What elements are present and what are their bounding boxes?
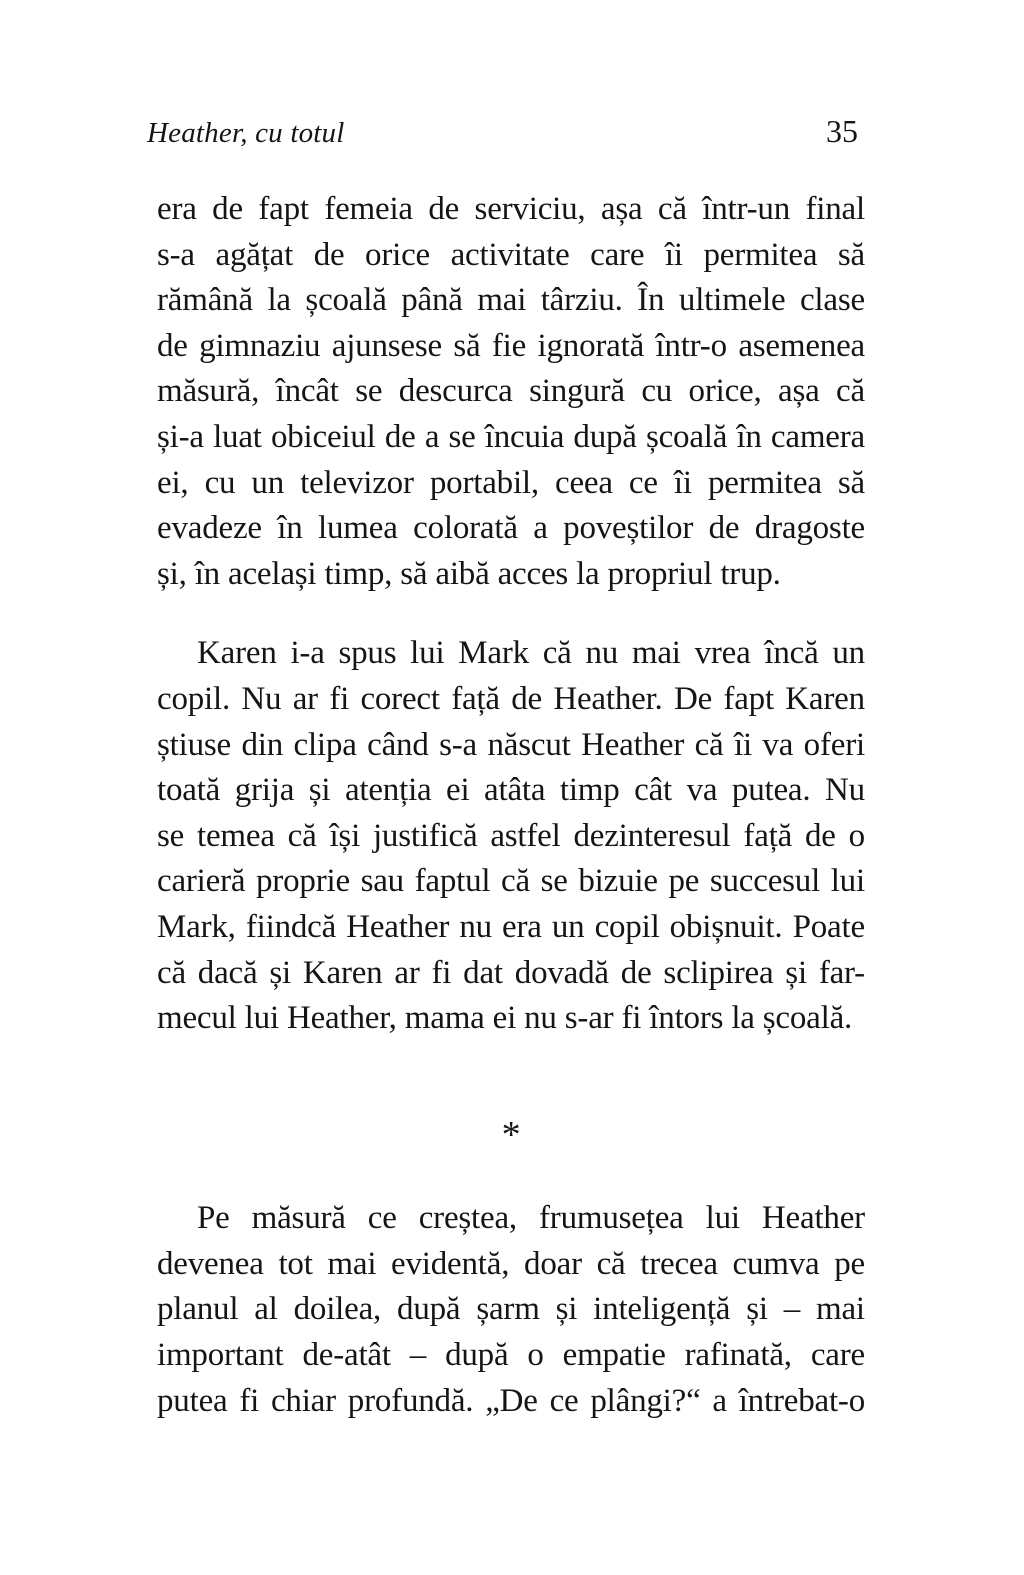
word: inteligență [593, 1291, 731, 1328]
word: la [267, 282, 291, 319]
word: pe [668, 863, 700, 900]
word: camera [770, 418, 865, 455]
word: de [157, 327, 188, 364]
word: mai [477, 282, 527, 319]
word: mai [327, 1245, 377, 1282]
word: cu [641, 373, 673, 410]
word: tot [278, 1245, 313, 1282]
word: de [804, 817, 836, 854]
text-line [157, 1287, 865, 1333]
word: s-a [439, 726, 478, 763]
word: că [596, 1245, 626, 1282]
text-line [157, 461, 865, 507]
word: serviciu, [474, 191, 586, 227]
word: atâta [484, 772, 546, 809]
word: se [540, 863, 568, 900]
word: important [157, 1337, 284, 1374]
word: profundă. [347, 1382, 474, 1419]
word: temea [196, 817, 275, 854]
paragraph [157, 187, 865, 597]
word: fiindcă [245, 908, 337, 945]
word: clipa [293, 726, 357, 763]
word: Nu [824, 772, 865, 809]
word: justifică [372, 817, 478, 854]
word: într-o [655, 327, 727, 364]
word: se [157, 817, 185, 854]
word: de [428, 191, 460, 227]
word: cu [204, 464, 236, 501]
word: gimnaziu [199, 327, 321, 364]
word: creștea, [418, 1200, 517, 1237]
text-line [157, 814, 865, 860]
word: să [837, 236, 865, 273]
word: că [836, 373, 865, 410]
word: născut [487, 726, 571, 763]
word: Mark [458, 635, 529, 672]
word: va [686, 772, 718, 809]
word: evadeze [157, 510, 262, 547]
word: dacă [197, 954, 258, 991]
text-line [157, 415, 865, 461]
word: femeia [324, 191, 413, 227]
word: faptul [414, 863, 491, 900]
word: să [453, 327, 481, 364]
word: târziu. [540, 282, 623, 319]
word: chiar [270, 1382, 336, 1419]
word: vrea [694, 635, 751, 672]
word: de [384, 418, 416, 455]
text-line [157, 324, 865, 370]
word: singură [529, 373, 625, 410]
word: de [511, 680, 542, 717]
word: succesul [709, 863, 821, 900]
word: mai [631, 635, 681, 672]
word: obișnuit. [669, 908, 783, 945]
word: îi [734, 726, 752, 763]
word: grija [234, 772, 295, 809]
word: îi [664, 236, 683, 273]
word: oferi [803, 726, 865, 763]
word: – [409, 1337, 427, 1374]
text-line [157, 1333, 865, 1379]
word: că [287, 817, 317, 854]
word: descurca [398, 373, 513, 410]
word: fapt [723, 680, 774, 717]
word: de [313, 236, 345, 273]
word: luat [213, 418, 262, 455]
word: și [746, 1291, 768, 1328]
word: așa [600, 191, 643, 227]
word: astfel [490, 817, 561, 854]
text-line [157, 631, 865, 677]
word: permitea [703, 236, 818, 273]
word: copil [594, 908, 660, 945]
word: din [241, 726, 284, 763]
word: orice [365, 236, 430, 273]
word: activitate [450, 236, 570, 273]
word: sau [360, 863, 404, 900]
word: dat [463, 954, 503, 991]
word: – [783, 1291, 801, 1328]
word: care [590, 236, 645, 273]
word: va [762, 726, 794, 763]
text-line [157, 859, 865, 905]
word: cumva [732, 1245, 820, 1282]
word: s-a [157, 236, 195, 273]
text-line [157, 187, 865, 233]
word: așa [778, 373, 820, 410]
word: spus [338, 635, 397, 672]
text-line [157, 369, 865, 415]
text-line [157, 1196, 865, 1242]
word: poveștilor [563, 510, 694, 547]
word: în [736, 418, 762, 455]
word: a [712, 1382, 727, 1419]
word: colorată [413, 510, 518, 547]
word: Heather [761, 1200, 865, 1237]
word: în [277, 510, 303, 547]
word: o [848, 817, 865, 854]
word: Heather. [553, 680, 663, 717]
word: plângi?“ [590, 1382, 701, 1419]
word: șarm [476, 1291, 540, 1328]
word: empatie [562, 1337, 666, 1374]
word: într-un [702, 191, 791, 227]
word: de [708, 510, 740, 547]
word: rafinată, [684, 1337, 792, 1374]
word: În [637, 282, 665, 319]
word: copil. [157, 680, 231, 717]
word: că [657, 191, 687, 227]
word: un [832, 635, 865, 672]
body-text [157, 187, 865, 1424]
word: atenția [344, 772, 432, 809]
word: evidentă, [391, 1245, 510, 1282]
word: clase [799, 282, 865, 319]
word: ce [367, 1200, 397, 1237]
word: Mark, [157, 908, 236, 945]
word: fi [329, 680, 350, 717]
word: că [157, 954, 186, 991]
word: televizor [300, 464, 414, 501]
word: să [837, 464, 865, 501]
word: ultimele [678, 282, 786, 319]
word: putea [157, 1382, 228, 1419]
word: și [308, 772, 331, 809]
word: întrebat-o [738, 1382, 865, 1419]
text-line [157, 723, 865, 769]
text-line [157, 677, 865, 723]
word: timp [559, 772, 620, 809]
word: dovadă [514, 954, 609, 991]
word: că [694, 726, 724, 763]
text-line [157, 506, 865, 552]
word: Karen [197, 635, 277, 672]
word: ei [446, 772, 470, 809]
word: lui [705, 1200, 740, 1237]
word: Heather [346, 908, 450, 945]
paragraph [157, 1196, 865, 1424]
word: sclipirea [663, 954, 774, 991]
word: trecea [640, 1245, 718, 1282]
word: ei, [157, 464, 189, 501]
word: Karen [785, 680, 865, 717]
word: nu [585, 635, 619, 672]
word: lui [830, 863, 865, 900]
word: al [254, 1291, 278, 1328]
word: după [397, 1291, 461, 1328]
section-separator: * [501, 1113, 521, 1156]
word: portabil, [429, 464, 539, 501]
text-line: și, în același timp, să aibă acces la propriul trup. [157, 555, 781, 592]
word: și [269, 954, 291, 991]
word: ar [394, 954, 420, 991]
word: putea. [731, 772, 811, 809]
word: far- [818, 954, 865, 991]
word: „De [485, 1382, 538, 1419]
word: și-a [157, 418, 204, 455]
word: măsură [251, 1200, 346, 1237]
word: știuse [157, 726, 231, 763]
word: Poate [792, 908, 865, 945]
word: asemenea [738, 327, 865, 364]
word: final [805, 191, 865, 227]
word: doilea, [293, 1291, 382, 1328]
text-line [157, 278, 865, 324]
word: ignorată [537, 327, 645, 364]
word: o [527, 1337, 544, 1374]
word: după [573, 418, 637, 455]
word: care [810, 1337, 865, 1374]
word: dezinteresul [573, 817, 731, 854]
word: Heather [581, 726, 685, 763]
word: i-a [290, 635, 325, 672]
word: ajunsese [331, 327, 442, 364]
word: încât [275, 373, 339, 410]
word: se [448, 418, 476, 455]
word: școală [305, 282, 387, 319]
running-title: Heather, cu totul [147, 117, 345, 149]
text-line: mecul lui Heather, mama ei nu s-ar fi întors la școală. [157, 1000, 853, 1037]
word: fi [431, 954, 452, 991]
word: după [445, 1337, 509, 1374]
word: și [555, 1291, 578, 1328]
word: fapt [258, 191, 309, 227]
page-number: 35 [826, 113, 858, 149]
text-line [157, 768, 865, 814]
word: frumusețea [539, 1200, 684, 1237]
word: un [551, 908, 585, 945]
word: pe [834, 1245, 865, 1282]
word: fi [239, 1382, 260, 1419]
word: a [424, 418, 440, 455]
word: Pe [197, 1200, 230, 1237]
word: a [533, 510, 548, 547]
word: toată [157, 772, 221, 809]
text-line [157, 905, 865, 951]
word: rămână [157, 282, 253, 319]
word: era [502, 908, 542, 945]
word: proprie [256, 863, 350, 900]
word: de [620, 954, 652, 991]
word: dragoste [754, 510, 865, 547]
word: față [743, 817, 793, 854]
word: școală [645, 418, 728, 455]
word: măsură, [157, 373, 260, 410]
word: își [329, 817, 361, 854]
word: se [355, 373, 383, 410]
word: când [367, 726, 429, 763]
word: că [501, 863, 530, 900]
word: devenea [157, 1245, 264, 1282]
word: obiceiul [270, 418, 376, 455]
word: orice, [688, 373, 762, 410]
word: un [251, 464, 285, 501]
word: De [673, 680, 713, 717]
word: de [212, 191, 243, 227]
word: era [157, 191, 197, 227]
word: încuia [484, 418, 565, 455]
word: carieră [157, 863, 246, 900]
word: bizuie [578, 863, 658, 900]
word: Karen [302, 954, 383, 991]
text-line [157, 951, 865, 997]
word: ceea [555, 464, 613, 501]
word: Nu [241, 680, 282, 717]
text-line [157, 1242, 865, 1288]
word: planul [157, 1291, 239, 1328]
word: că [542, 635, 572, 672]
word: agățat [215, 236, 294, 273]
word: îi [673, 464, 692, 501]
word: față [451, 680, 500, 717]
page-header [147, 114, 858, 150]
word: mai [816, 1291, 865, 1328]
word: lui [410, 635, 445, 672]
word: lumea [318, 510, 398, 547]
word: doar [524, 1245, 582, 1282]
text-line [157, 233, 865, 279]
word: ce [628, 464, 658, 501]
word: de-atât [302, 1337, 391, 1374]
word: încă [764, 635, 819, 672]
word: până [401, 282, 463, 319]
word: nu [459, 908, 492, 945]
word: și [785, 954, 807, 991]
text-line [157, 1379, 865, 1425]
paragraph [157, 631, 865, 1041]
word: permitea [707, 464, 822, 501]
word: corect [360, 680, 440, 717]
word: ar [292, 680, 318, 717]
word: cât [634, 772, 673, 809]
word: fie [491, 327, 527, 364]
word: ce [549, 1382, 579, 1419]
